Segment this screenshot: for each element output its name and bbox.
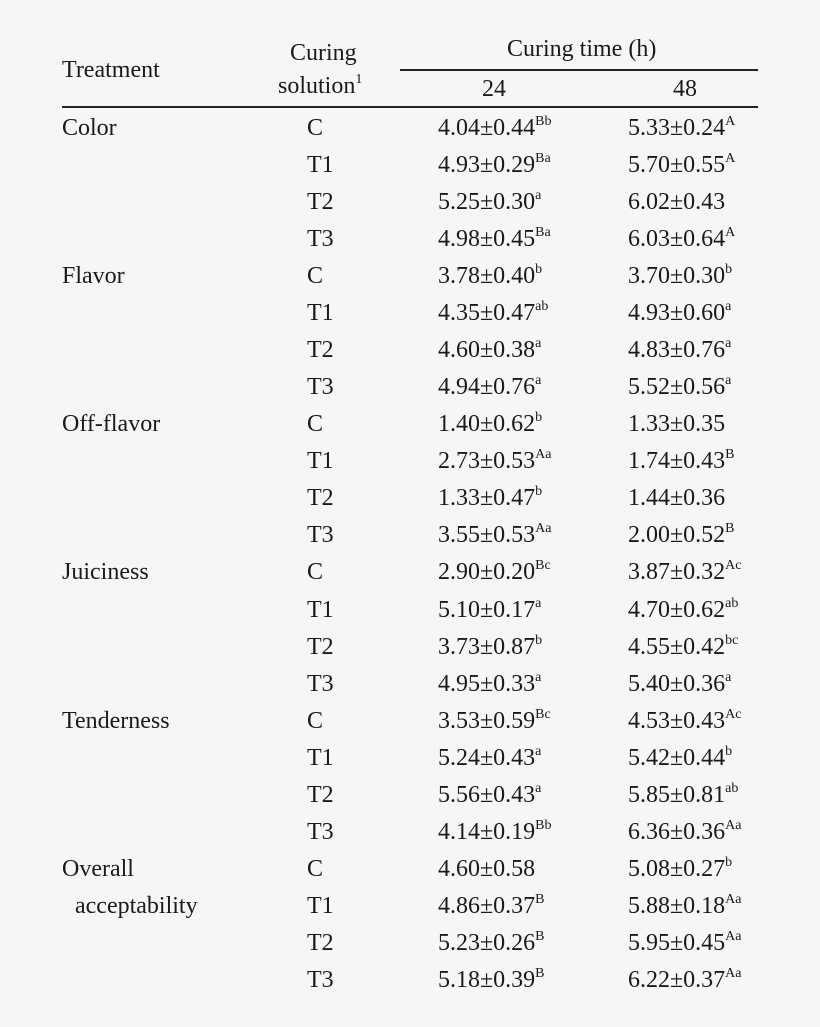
value-48h-cell-value: 1.74±0.43: [628, 448, 726, 475]
curing-solution-cell: [307, 709, 323, 733]
value-48h-cell-value: 4.93±0.60: [628, 300, 726, 327]
curing-solution-cell: [307, 486, 334, 510]
value-24h-cell-value: 4.60±0.58: [438, 855, 536, 882]
value-24h-cell: [438, 264, 542, 288]
value-48h-cell: [628, 669, 732, 697]
significance-letters: Bb: [535, 114, 552, 129]
header-divider: [400, 69, 758, 71]
curing-solution-cell: [307, 153, 334, 177]
value-48h-cell-value: 6.22±0.37: [628, 966, 726, 993]
value-48h-cell-value: 5.85±0.81: [628, 781, 726, 808]
significance-letters: Aa: [535, 521, 552, 537]
curing-solution-cell-value: T2: [307, 633, 334, 660]
value-24h-cell-value: 5.24±0.43: [438, 744, 536, 771]
value-48h-cell: [628, 523, 735, 547]
curing-solution-cell: [307, 931, 334, 955]
curing-solution-cell-value: T2: [307, 929, 334, 956]
curing-solution-cell: [307, 227, 334, 251]
treatment-label: Color: [62, 115, 117, 141]
curing-solution-cell-value: T3: [307, 818, 334, 845]
footnote-marker: 1: [355, 72, 363, 87]
significance-letters: a: [535, 336, 542, 352]
value-24h-cell-value: 4.14±0.19: [438, 818, 536, 845]
value-24h-cell: [438, 632, 543, 660]
value-24h-cell: [438, 116, 552, 140]
significance-letters: Aa: [725, 965, 742, 981]
value-24h-cell: [438, 375, 541, 399]
curing-solution-cell: [307, 375, 334, 399]
value-48h-cell-value: 3.70±0.30: [628, 263, 726, 290]
significance-letters: Ac: [725, 706, 742, 722]
curing-solution-cell-value: C: [307, 855, 324, 882]
significance-letters: b: [535, 410, 543, 426]
significance-letters: Bc: [535, 706, 551, 722]
significance-letters: Bc: [535, 558, 551, 574]
curing-solution-cell: [307, 857, 323, 881]
significance-letters: A: [725, 151, 736, 167]
value-48h-cell: [628, 227, 735, 251]
value-24h-cell-value: 2.73±0.53: [438, 448, 536, 475]
header-col-48: 48: [673, 76, 697, 102]
value-24h-cell: [438, 338, 541, 362]
curing-solution-cell: [307, 264, 323, 288]
curing-solution-cell: [307, 672, 334, 696]
curing-solution-cell-value: T3: [307, 226, 334, 253]
value-48h-cell: [628, 301, 731, 325]
value-24h-cell-value: 5.10±0.17: [438, 596, 536, 623]
curing-solution-cell-value: C: [307, 263, 324, 290]
curing-solution-cell-value: T2: [307, 189, 334, 216]
curing-solution-cell: [307, 635, 334, 659]
value-48h-cell-value: 6.36±0.36: [628, 818, 726, 845]
curing-solution-cell-value: T1: [307, 300, 334, 327]
value-24h-cell: [438, 560, 551, 584]
treatment-label: Tenderness: [62, 707, 170, 734]
value-24h-cell-value: 4.95±0.33: [438, 670, 536, 697]
significance-letters: B: [725, 521, 735, 537]
curing-solution-cell-value: T3: [307, 966, 334, 993]
curing-solution-cell: [307, 449, 334, 473]
value-24h-cell: [438, 780, 542, 808]
value-24h-cell-value: 4.04±0.44: [438, 115, 536, 141]
value-24h-cell: [438, 857, 535, 881]
value-24h-cell: [438, 153, 551, 177]
curing-solution-cell-value: T3: [307, 374, 334, 401]
curing-solution-cell-value: C: [307, 559, 324, 586]
treatment-label: acceptability: [75, 892, 198, 919]
curing-solution-cell: [307, 560, 323, 584]
significance-letters: Ba: [535, 151, 551, 167]
significance-letters: A: [725, 114, 736, 129]
curing-solution-cell-value: T2: [307, 781, 334, 808]
header-curing-solution-text: solution: [278, 73, 356, 99]
value-24h-cell: [438, 486, 542, 510]
significance-letters: a: [535, 743, 542, 759]
value-48h-cell-value: 4.53±0.43: [628, 707, 726, 734]
value-24h-cell-value: 4.60±0.38: [438, 337, 536, 364]
value-24h-cell: [438, 523, 552, 547]
curing-solution-cell-value: T1: [307, 152, 334, 179]
value-24h-cell: [438, 190, 541, 214]
significance-letters: Aa: [725, 891, 742, 907]
treatment-label: Off-flavor: [62, 411, 161, 438]
curing-solution-cell-value: T1: [307, 596, 334, 623]
treatment-label: Juiciness: [62, 559, 149, 586]
value-48h-cell-value: 1.33±0.35: [628, 411, 726, 438]
value-48h-cell: [628, 486, 725, 510]
significance-letters: B: [535, 891, 545, 907]
value-24h-cell-value: 2.90±0.20: [438, 559, 536, 586]
significance-letters: ab: [725, 780, 739, 796]
curing-solution-cell: [307, 190, 334, 214]
curing-solution-cell-value: C: [307, 707, 324, 734]
value-24h-cell-value: 5.56±0.43: [438, 781, 536, 808]
value-24h-cell-value: 5.25±0.30: [438, 189, 536, 216]
curing-solution-cell: [307, 301, 334, 325]
curing-solution-cell: [307, 412, 323, 436]
value-48h-cell: [628, 817, 742, 845]
significance-letters: Aa: [535, 447, 552, 463]
value-24h-cell-value: 4.93±0.29: [438, 152, 536, 179]
curing-solution-cell-value: T2: [307, 485, 334, 512]
significance-letters: Aa: [725, 817, 742, 833]
value-48h-cell-value: 5.33±0.24: [628, 115, 726, 141]
header-curing-time: Curing time (h): [507, 36, 657, 62]
value-24h-cell: [438, 928, 545, 956]
significance-letters: bc: [725, 632, 739, 648]
value-48h-cell: [628, 116, 735, 140]
value-24h-cell: [438, 227, 551, 251]
header-curing-solution-2: [278, 74, 362, 98]
value-24h-cell-value: 3.55±0.53: [438, 522, 536, 549]
value-24h-cell-value: 4.94±0.76: [438, 374, 536, 401]
curing-solution-cell: [307, 116, 323, 140]
curing-solution-cell: [307, 968, 334, 992]
value-24h-cell-value: 5.18±0.39: [438, 966, 536, 993]
curing-solution-cell-value: T1: [307, 892, 334, 919]
significance-letters: ab: [725, 595, 739, 611]
significance-letters: b: [535, 262, 543, 278]
value-48h-cell-value: 5.95±0.45: [628, 929, 726, 956]
value-48h-cell: [628, 190, 725, 214]
treatment-label: Flavor: [62, 263, 125, 290]
significance-letters: b: [725, 743, 733, 759]
significance-letters: b: [725, 262, 733, 278]
value-48h-cell: [628, 264, 732, 288]
significance-letters: a: [535, 188, 542, 204]
value-48h-cell: [628, 449, 735, 473]
header-treatment: Treatment: [62, 57, 160, 83]
value-24h-cell-value: 1.33±0.47: [438, 485, 536, 512]
value-48h-cell-value: 6.02±0.43: [628, 189, 726, 216]
value-24h-cell: [438, 301, 548, 325]
value-24h-cell: [438, 743, 542, 771]
value-24h-cell: [438, 706, 551, 734]
curing-solution-cell-value: C: [307, 411, 324, 438]
significance-letters: a: [725, 336, 732, 352]
curing-solution-cell-value: T2: [307, 337, 334, 364]
value-48h-cell: [628, 412, 725, 436]
header-bottom-rule: [62, 106, 758, 108]
value-48h-cell: [628, 706, 742, 734]
curing-solution-cell: [307, 598, 334, 622]
significance-letters: Aa: [725, 928, 742, 944]
header-col-24: 24: [482, 76, 506, 102]
value-48h-cell-value: 5.88±0.18: [628, 892, 726, 919]
significance-letters: a: [535, 373, 542, 389]
value-24h-cell-value: 3.78±0.40: [438, 263, 536, 290]
curing-solution-cell-value: T3: [307, 670, 334, 697]
value-48h-cell: [628, 743, 733, 771]
significance-letters: b: [535, 484, 543, 500]
value-48h-cell-value: 5.40±0.36: [628, 670, 726, 697]
value-48h-cell: [628, 965, 742, 993]
value-24h-cell-value: 5.23±0.26: [438, 929, 536, 956]
value-24h-cell: [438, 817, 552, 845]
value-48h-cell: [628, 928, 742, 956]
value-48h-cell-value: 4.83±0.76: [628, 337, 726, 364]
value-48h-cell: [628, 595, 739, 623]
value-48h-cell-value: 5.52±0.56: [628, 374, 726, 401]
significance-letters: Ac: [725, 558, 742, 574]
significance-letters: Ba: [535, 225, 551, 241]
curing-solution-cell-value: T1: [307, 448, 334, 475]
value-24h-cell: [438, 669, 542, 697]
value-24h-cell: [438, 965, 545, 993]
value-48h-cell: [628, 560, 742, 584]
value-48h-cell: [628, 153, 735, 177]
significance-letters: a: [725, 669, 732, 685]
significance-letters: B: [535, 965, 545, 981]
curing-solution-cell: [307, 820, 334, 844]
value-24h-cell: [438, 412, 542, 436]
significance-letters: a: [725, 299, 732, 315]
value-24h-cell: [438, 891, 545, 919]
curing-solution-cell: [307, 783, 334, 807]
curing-solution-cell: [307, 523, 334, 547]
value-48h-cell-value: 4.55±0.42: [628, 633, 726, 660]
significance-letters: Bb: [535, 817, 552, 833]
value-24h-cell-value: 3.73±0.87: [438, 633, 536, 660]
value-48h-cell-value: 2.00±0.52: [628, 522, 726, 549]
value-48h-cell: [628, 375, 731, 399]
curing-solution-cell: [307, 746, 334, 770]
curing-solution-cell-value: C: [307, 115, 324, 141]
value-24h-cell-value: 4.35±0.47: [438, 300, 536, 327]
value-24h-cell-value: 4.86±0.37: [438, 892, 536, 919]
value-24h-cell-value: 4.98±0.45: [438, 226, 536, 253]
significance-letters: A: [725, 225, 736, 241]
significance-letters: a: [535, 780, 542, 796]
curing-solution-cell-value: T1: [307, 744, 334, 771]
curing-solution-cell: [307, 894, 334, 918]
value-48h-cell-value: 1.44±0.36: [628, 485, 726, 512]
significance-letters: a: [725, 373, 732, 389]
significance-letters: ab: [535, 299, 549, 315]
value-48h-cell: [628, 780, 739, 808]
value-48h-cell-value: 6.03±0.64: [628, 226, 726, 253]
significance-letters: a: [535, 595, 542, 611]
value-48h-cell-value: 5.08±0.27: [628, 855, 726, 882]
significance-letters: B: [725, 447, 735, 463]
significance-letters: B: [535, 928, 545, 944]
significance-letters: b: [725, 854, 733, 870]
treatment-label: Overall: [62, 855, 134, 882]
curing-solution-cell-value: T3: [307, 522, 334, 549]
value-48h-cell: [628, 338, 731, 362]
value-48h-cell-value: 5.42±0.44: [628, 744, 726, 771]
value-48h-cell-value: 3.87±0.32: [628, 559, 726, 586]
value-24h-cell-value: 1.40±0.62: [438, 411, 536, 438]
value-24h-cell: [438, 449, 552, 473]
curing-solution-cell: [307, 338, 334, 362]
significance-letters: a: [535, 669, 542, 685]
value-48h-cell-value: 5.70±0.55: [628, 152, 726, 179]
header-curing-solution-1: Curing: [290, 40, 357, 66]
value-24h-cell: [438, 595, 542, 623]
value-48h-cell: [628, 632, 739, 660]
value-48h-cell: [628, 854, 733, 882]
value-48h-cell-value: 4.70±0.62: [628, 596, 726, 623]
value-48h-cell: [628, 891, 742, 919]
value-24h-cell-value: 3.53±0.59: [438, 707, 536, 734]
significance-letters: b: [535, 632, 543, 648]
